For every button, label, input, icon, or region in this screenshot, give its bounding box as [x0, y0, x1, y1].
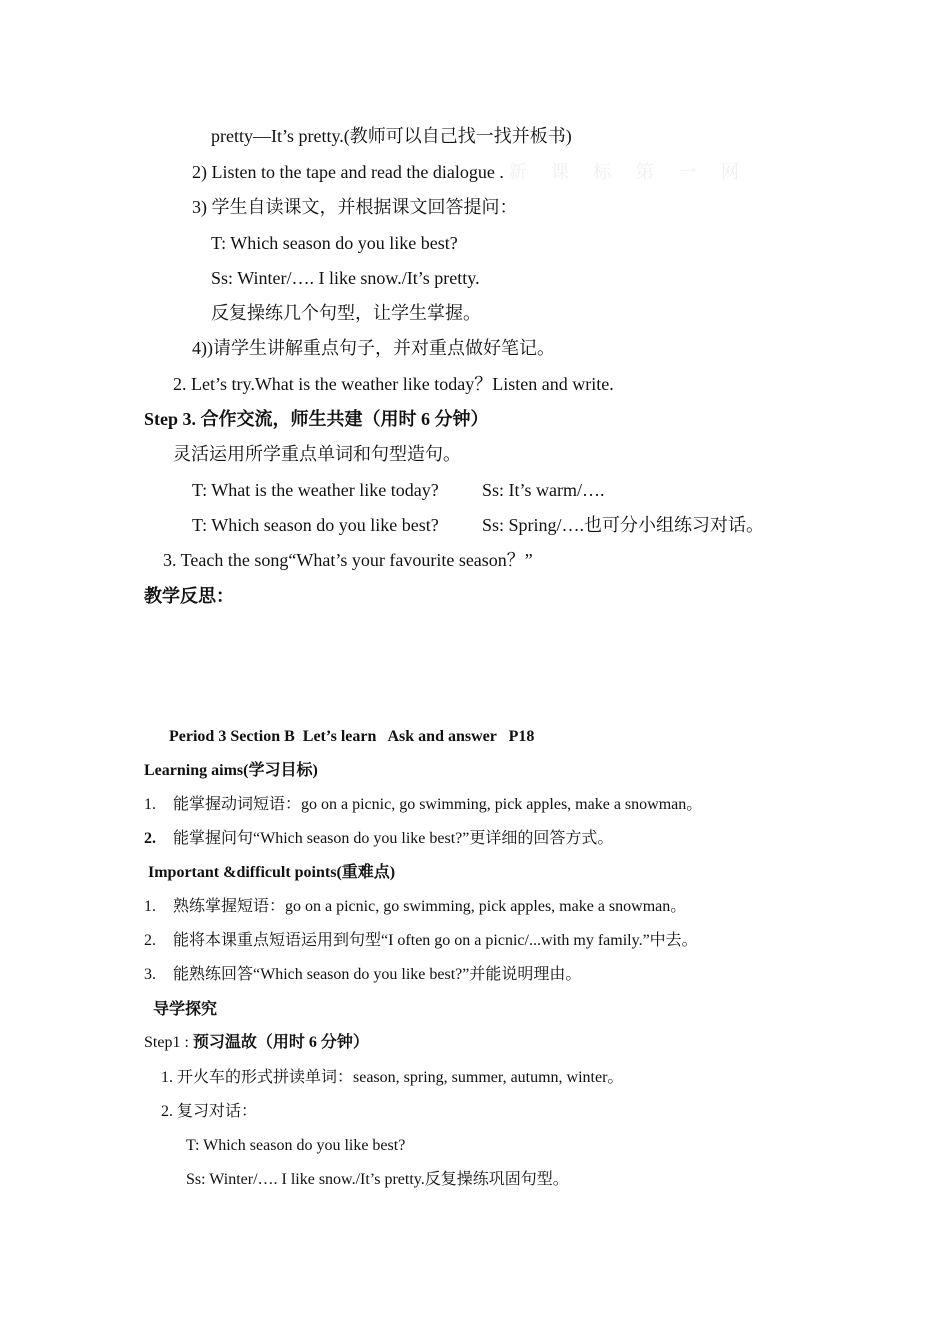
text-line: 3) 学生自读课文，并根据课文回答提问：	[192, 197, 518, 217]
list-number: 1.	[144, 898, 156, 915]
step-title: 预习温故（用时 6 分钟）	[192, 1034, 369, 1051]
period-title: Period 3 Section B Let’s learn Ask and answer P18	[169, 728, 535, 745]
section-heading: 导学探究	[153, 1001, 218, 1018]
text-line: Ss: Winter/…. I like snow./It’s pretty.反复操练巩固句型。	[186, 1171, 569, 1188]
list-number: 2.	[144, 932, 156, 949]
text-line: Ss: Winter/…. I like snow./It’s pretty.	[211, 268, 480, 288]
list-text: 熟练掌握短语：go on a picnic, go swimming, pick apples, make a snowman。	[173, 898, 687, 915]
dialogue-question: T: What is the weather like today?	[192, 480, 439, 500]
text-line: 灵活运用所学重点单词和句型造句。	[173, 444, 461, 464]
list-item	[144, 797, 702, 813]
dialogue-answer: Ss: It’s warm/….	[482, 480, 605, 500]
text-line: 3. Teach the song“What’s your favourite season？”	[163, 550, 533, 570]
text-line: 2. Let’s try.What is the weather like today？Listen and write.	[173, 374, 614, 394]
list-text: 能掌握动词短语：go on a picnic, go swimming, pick apples, make a snowman。	[173, 796, 703, 813]
text-line	[192, 163, 749, 181]
watermark: 新 课 标 第 一 网	[508, 162, 749, 182]
list-item	[144, 831, 613, 847]
section-heading: Learning aims(学习目标)	[144, 762, 318, 779]
step-prefix: Step1 :	[144, 1034, 193, 1051]
text-line: T: Which season do you like best?	[186, 1137, 406, 1154]
text-line: 4))请学生讲解重点句子，并对重点做好笔记。	[192, 338, 555, 358]
text-line: 反复操练几个句型，让学生掌握。	[211, 303, 481, 323]
list-number: 3.	[144, 966, 156, 983]
list-item	[144, 899, 686, 915]
list-number: 2.	[144, 830, 156, 847]
list-item	[144, 967, 581, 983]
text-span: 2) Listen to the tape and read the dialogue .	[192, 162, 504, 182]
dialogue-answer: Ss: Spring/….也可分小组练习对话。	[482, 515, 765, 535]
list-number: 1.	[144, 796, 156, 813]
text-line: 2. 复习对话：	[161, 1103, 258, 1120]
section-heading: 教学反思：	[144, 586, 234, 606]
list-text: 能将本课重点短语运用到句型“I often go on a picnic/...with my family.”中去。	[173, 932, 698, 949]
text-line: T: Which season do you like best?	[211, 233, 458, 253]
step-heading	[144, 1035, 369, 1051]
text-line: pretty—It’s pretty.(教师可以自己找一找并板书)	[211, 126, 572, 146]
list-text: 能熟练回答“Which season do you like best?”并能说明理由。	[173, 966, 582, 983]
section-heading: Step 3. 合作交流，师生共建（用时 6 分钟）	[144, 409, 489, 429]
text-line: 1. 开火车的形式拼读单词：season, spring, summer, autumn, winter。	[161, 1069, 624, 1086]
section-heading: Important &difficult points(重难点)	[148, 864, 396, 881]
list-item	[144, 933, 698, 949]
list-text: 能掌握问句“Which season do you like best?”更详细的回答方式。	[173, 830, 614, 847]
dialogue-question: T: Which season do you like best?	[192, 515, 439, 535]
